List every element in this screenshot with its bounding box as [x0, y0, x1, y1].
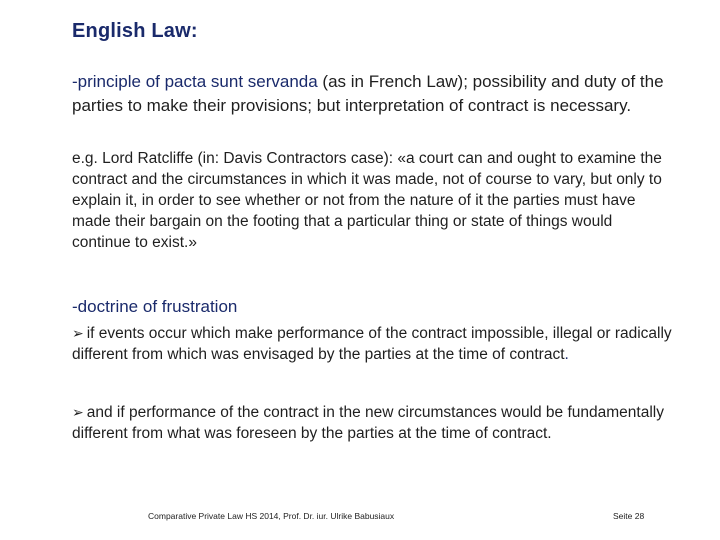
bullet-fundamentally-different — [72, 402, 672, 444]
principle-lead: -principle of pacta sunt servanda — [72, 72, 318, 91]
arrow-bullet-icon: ➢ — [72, 404, 84, 420]
paragraph-ratcliffe-quote: e.g. Lord Ratcliffe (in: Davis Contractors case): «a court can and ought to examine the contract and the circumstances in which it was made, not of course to vary, but only to explain it, in order to see whether or not from the nature of it the parties must have made their bargain on the footing that a particular thing or state of things would continue to exist.» — [72, 150, 662, 251]
arrow-bullet-icon: ➢ — [72, 325, 84, 341]
bullet-fundamentally-different-text: and if performance of the contract in the new circumstances would be fundamentally different from what was foreseen by the parties at the time of contract. — [72, 404, 664, 442]
paragraph-doctrine-of-frustration: -doctrine of frustration — [72, 297, 238, 316]
principle-rest: (as in French Law); possibility and duty of the parties to make their provisions; but interpretation of contract is necessary. — [72, 72, 664, 115]
paragraph-pacta-sunt-servanda — [72, 70, 672, 118]
footer-course: Comparative Private Law HS 2014, Prof. Dr. iur. Ulrike Babusiaux — [148, 511, 395, 521]
slide-title: English Law: — [72, 20, 198, 42]
bullet-impossible — [72, 323, 672, 365]
bullet-impossible-end: . — [564, 346, 569, 363]
bullet-impossible-text: if events occur which make performance of the contract impossible, illegal or radically different from which was envisaged by the parties at the time of contract — [72, 325, 672, 363]
footer-page-number: Seite 28 — [613, 511, 645, 521]
